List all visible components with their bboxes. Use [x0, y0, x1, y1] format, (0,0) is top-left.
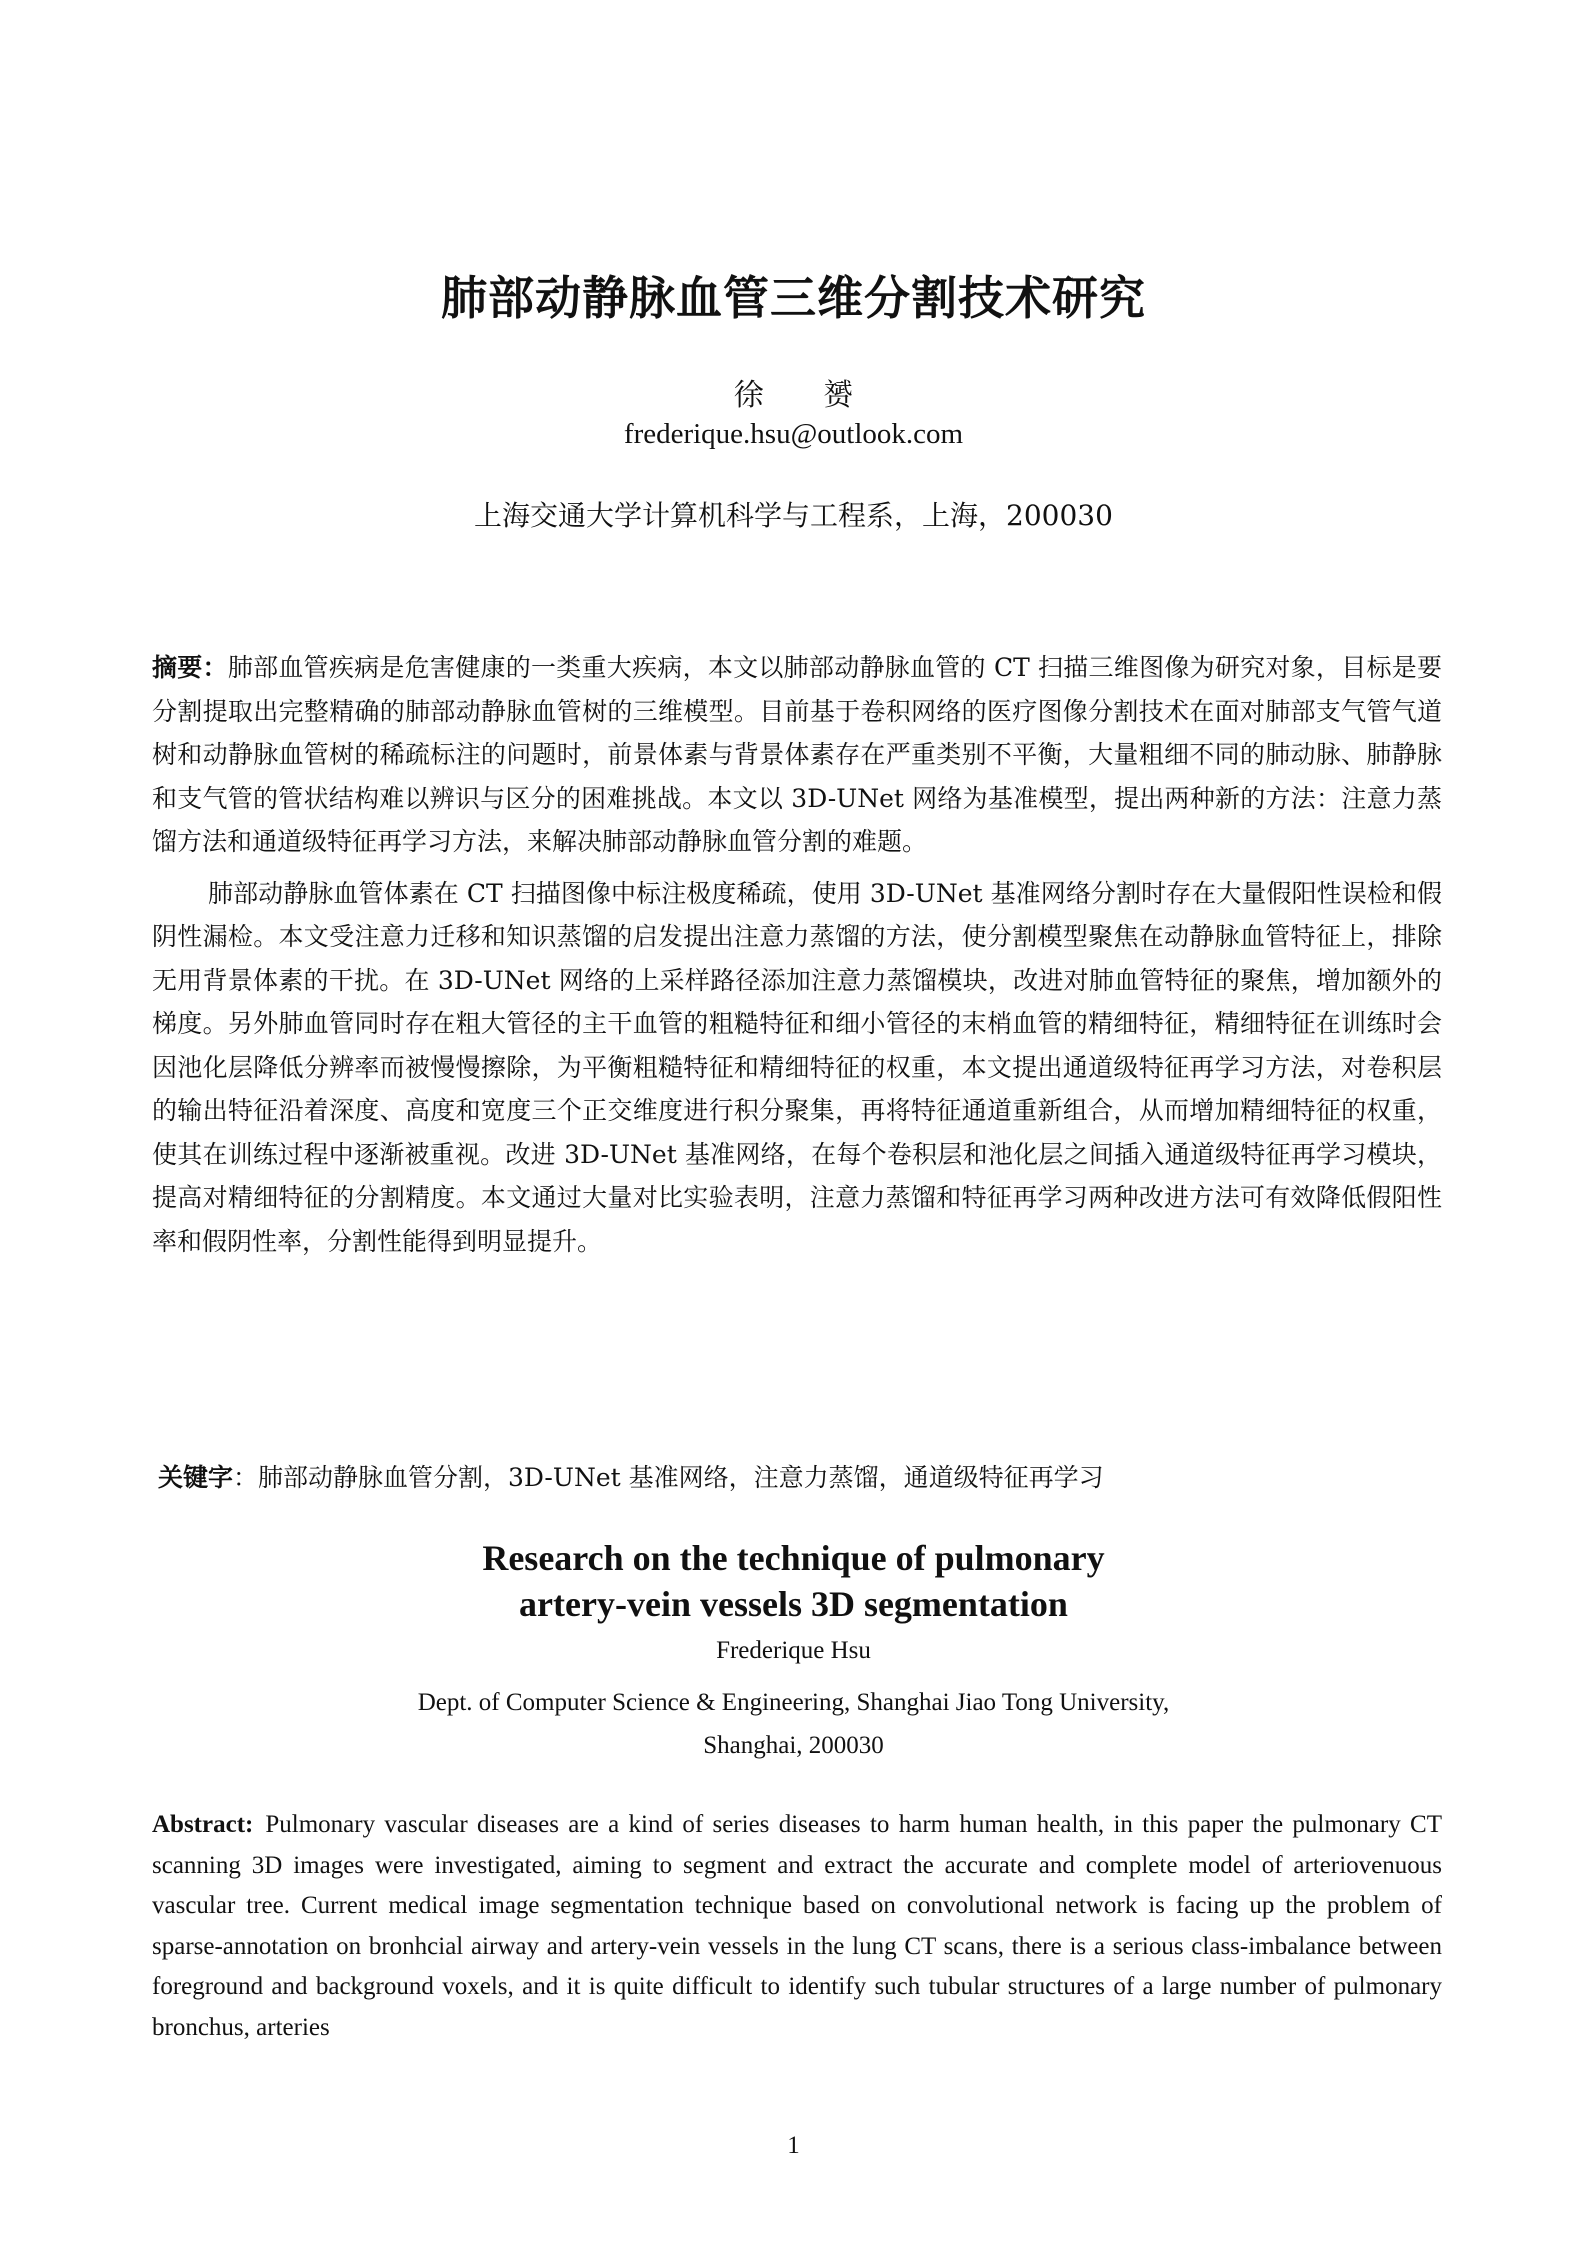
english-abstract-label: Abstract:	[152, 1811, 254, 1838]
chinese-abstract-label: 摘要：	[152, 653, 228, 682]
chinese-abstract-text-1: 肺部血管疾病是危害健康的一类重大疾病，本文以肺部动静脉血管的 CT 扫描三维图像为研究对象，目标是要分割提取出完整精确的肺部动静脉血管树的三维模型。目前基于卷积网络的医疗图像分割技术在面对肺部支气管气道树和动静脉血管树的稀疏标注的问题时，前景体素与背景体素存在严重类别不平衡，大量粗细不同的肺动脉、肺静脉和支气管的管状结构难以辨识与区分的困难挑战。本文以 3D-UNet 网络为基准模型，提出两种新的方法：注意力蒸馏方法和通道级特征再学习方法，来解决肺部动静脉血管分割的难题。	[152, 653, 1442, 856]
english-affiliation-line-1: Dept. of Computer Science & Engineering, Shanghai Jiao Tong University,	[417, 1689, 1170, 1716]
english-title-line-1: Research on the technique of pulmonary	[482, 1538, 1105, 1578]
english-abstract	[152, 1805, 1442, 2048]
english-author: Frederique Hsu	[716, 1637, 871, 1664]
chinese-keywords-text: ：肺部动静脉血管分割，3D-UNet 基准网络，注意力蒸馏，通道级特征再学习	[233, 1463, 1104, 1492]
chinese-abstract	[152, 646, 1442, 1263]
chinese-title: 肺部动静脉血管三维分割技术研究	[441, 271, 1146, 325]
chinese-affiliation: 上海交通大学计算机科学与工程系，上海，200030	[474, 499, 1113, 532]
chinese-keywords	[158, 1458, 1448, 1498]
chinese-keywords-label: 关键字	[158, 1463, 234, 1492]
page-number: 1	[787, 2132, 800, 2159]
english-affiliation-line-2: Shanghai, 200030	[703, 1732, 884, 1759]
english-affiliation	[0, 1681, 1587, 1767]
chinese-author: 徐 赟	[733, 378, 854, 413]
author-email: frederique.hsu@outlook.com	[623, 418, 964, 450]
english-abstract-text: Pulmonary vascular diseases are a kind of series diseases to harm human health, in this paper the pulmonary CT scanning 3D images were investigated, aiming to segment and extract the accurate and complete model of arteriovenuous vascular tree. Current medical image segmentation technique based on convolutional network is facing up the problem of sparse-annotation on bronhcial airway and artery-vein vessels in the lung CT scans, there is a serious class-imbalance between foreground and background voxels, and it is quite difficult to identify such tubular structures of a large number of pulmonary bronchus, arteries	[152, 1811, 1442, 2041]
english-title	[0, 1535, 1587, 1627]
chinese-abstract-paragraph-1	[152, 646, 1442, 864]
english-title-line-2: artery-vein vessels 3D segmentation	[519, 1584, 1068, 1624]
chinese-abstract-paragraph-2: 肺部动静脉血管体素在 CT 扫描图像中标注极度稀疏，使用 3D-UNet 基准网络分割时存在大量假阳性误检和假阴性漏检。本文受注意力迁移和知识蒸馏的启发提出注意力蒸馏的方法，使分割模型聚焦在动静脉血管特征上，排除无用背景体素的干扰。在 3D-UNet 网络的上采样路径添加注意力蒸馏模块，改进对肺血管特征的聚焦，增加额外的梯度。另外肺血管同时存在粗大管径的主干血管的粗糙特征和细小管径的末梢血管的精细特征，精细特征在训练时会因池化层降低分辨率而被慢慢擦除，为平衡粗糙特征和精细特征的权重，本文提出通道级特征再学习方法，对卷积层的输出特征沿着深度、高度和宽度三个正交维度进行积分聚集，再将特征通道重新组合，从而增加精细特征的权重，使其在训练过程中逐渐被重视。改进 3D-UNet 基准网络，在每个卷积层和池化层之间插入通道级特征再学习模块，提高对精细特征的分割精度。本文通过大量对比实验表明，注意力蒸馏和特征再学习两种改进方法可有效降低假阳性率和假阴性率，分割性能得到明显提升。	[152, 878, 1442, 1256]
